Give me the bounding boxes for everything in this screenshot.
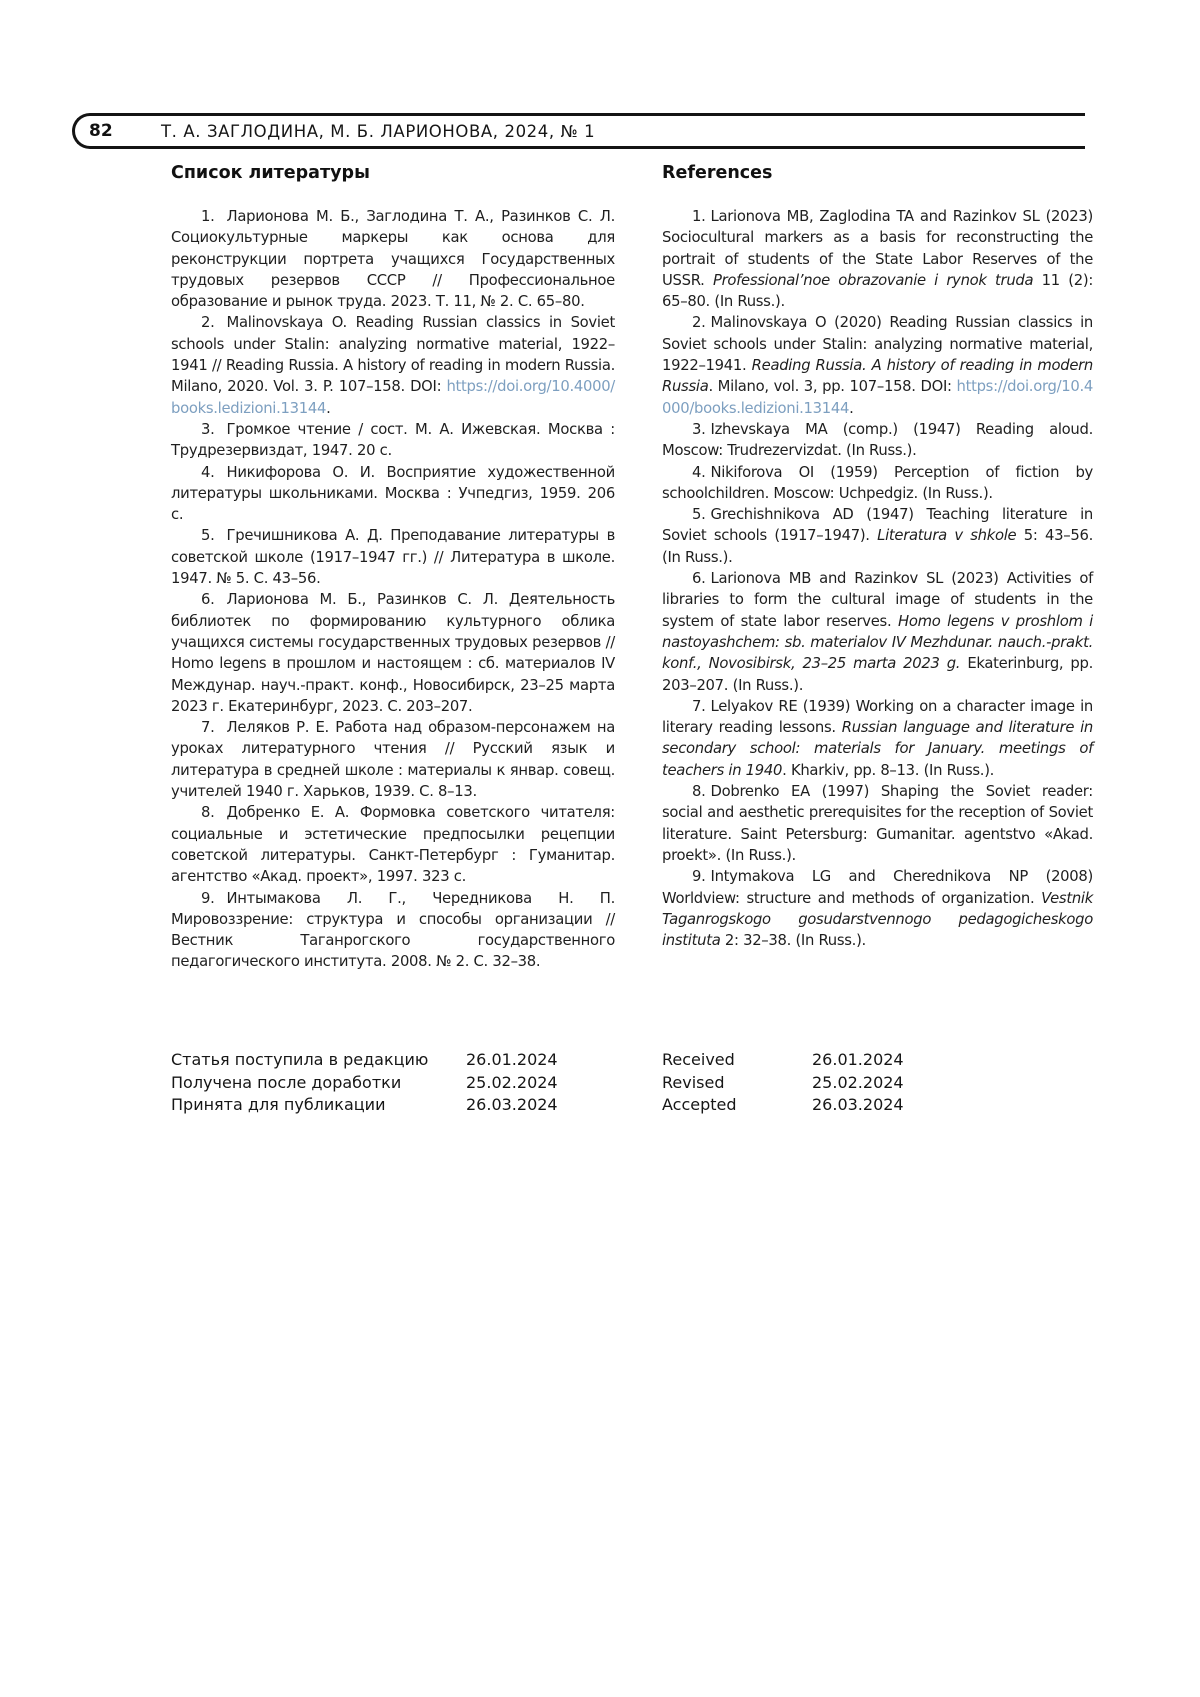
reference-number: 1.	[692, 208, 706, 225]
reference-number: 8.	[692, 783, 706, 801]
english-references-column	[662, 163, 1093, 973]
reference-text: .	[849, 399, 854, 417]
date-row	[662, 1049, 1082, 1072]
running-header	[72, 113, 1085, 149]
reference-number: 5.	[692, 506, 706, 524]
reference-text: Dobrenko EA (1997) Shaping the Soviet reader: social and aesthetic prerequisites for the reception of Soviet literature. Saint Petersburg: Gumanitar. agentstvo «Akad. proekt». (In Russ.).	[662, 783, 1093, 864]
reference-text: Malinovskaya O. Reading Russian classics in Soviet schools under Stalin: analyzing normative material, 1922–1941 // Reading Russia. A history of reading in modern Russia. Milano, 2020. Vol. 3. P. 107–158. DOI:	[171, 314, 615, 396]
reference-item	[662, 504, 1093, 568]
reference-text: 2: 32–38. (In Russ.).	[720, 932, 866, 950]
russian-dates-block	[171, 1049, 641, 1117]
reference-text: Гречишникова А. Д. Преподавание литературы в советской школе (1917–1947 гг.) // Литература в школе. 1947. № 5. С. 43–56.	[171, 527, 615, 588]
reference-text: Ларионова М. Б., Заглодина Т. А., Разинков С. Л. Социокультурные маркеры как основа для реконструкции портрета учащихся Государственных трудовых резервов СССР // Профессиональное образование и рынок труда. 2023. Т. 11, № 2. С. 65–80.	[171, 208, 615, 311]
reference-text: Громкое чтение / сост. М. А. Ижевская. Москва : Трудрезервиздат, 1947. 20 с.	[171, 420, 615, 460]
reference-number: 5.	[201, 527, 215, 545]
reference-text: Интымакова Л. Г., Чередникова Н. П. Мировоззрение: структура и способы организации // Вестник Таганрогского государственного педагогического института. 2008. № 2. С. 32–38.	[171, 889, 615, 971]
reference-text: Reading Russia. A history of reading in modern Russia	[662, 357, 1093, 396]
english-references-heading: References	[662, 163, 773, 183]
reference-item	[171, 462, 615, 526]
reference-number: 6.	[692, 570, 706, 588]
reference-item	[171, 802, 615, 887]
doi-link[interactable]: https://doi.org/10.4000/books.ledizioni.13144	[171, 378, 615, 417]
reference-number: 4.	[692, 463, 706, 481]
reference-text: Ларионова М. Б., Разинков С. Л. Деятельность библиотек по формированию культурного облика учащихся системы государственных трудовых резервов // Homo legens в прошлом и настоящем : сб. материалов IV Междунар. науч.-практ. конф., Новосибирск, 23–25 марта 2023 г. Екатеринбург, 2023. С. 203–207.	[171, 591, 615, 715]
date-label: Received	[662, 1050, 735, 1069]
reference-number: 7.	[692, 697, 706, 715]
reference-number: 1.	[201, 208, 215, 225]
reference-text: Larionova MB and Razinkov SL (2023) Activities of libraries to form the cultural image of students in the system of state labor reserves.	[662, 570, 1093, 630]
page-number: 82	[89, 121, 113, 141]
date-value: 26.01.2024	[812, 1050, 904, 1069]
reference-text: Grechishnikova AD (1947) Teaching literature in Soviet schools (1917–1947).	[662, 506, 1093, 545]
reference-number: 8.	[201, 804, 215, 822]
date-row	[662, 1094, 1082, 1117]
date-row	[171, 1094, 641, 1117]
reference-text: Леляков Р. Е. Работа над образом-персонажем на уроках литературного чтения // Русский язык и литература в средней школе : материалы к январ. совещ. учителей 1940 г. Харьков, 1939. С. 8–13.	[171, 719, 615, 801]
reference-item	[662, 696, 1093, 781]
reference-item	[662, 462, 1093, 505]
reference-item	[662, 312, 1093, 418]
date-label: Статья поступила в редакцию	[171, 1050, 429, 1069]
reference-item	[171, 206, 615, 312]
reference-number: 3.	[201, 420, 215, 438]
reference-number: 4.	[201, 463, 215, 481]
reference-text: Izhevskaya MA (comp.) (1947) Reading aloud. Moscow: Trudrezervizdat. (In Russ.).	[662, 420, 1093, 460]
reference-item	[662, 781, 1093, 866]
reference-text: Literatura v shkole	[877, 527, 1017, 545]
english-reference-list	[662, 206, 1093, 951]
reference-item	[662, 568, 1093, 696]
reference-text: Professional’noe obrazovanie i rynok truda	[712, 271, 1034, 289]
reference-text: Vestnik Taganrogskogo gosudarstvennogo pedagogicheskogo instituta	[662, 889, 1093, 950]
reference-text: Larionova MB, Zaglodina TA and Razinkov SL (2023) Sociocultural markers as a basis for reconstructing the portrait of students of the State Labor Reserves of the USSR.	[662, 208, 1093, 289]
reference-text: Lelyakov RE (1939) Working on a character image in literary reading lessons.	[662, 697, 1093, 737]
date-label: Accepted	[662, 1095, 737, 1114]
russian-references-heading: Список литературы	[171, 163, 370, 183]
reference-item	[171, 589, 615, 717]
references-section	[171, 163, 1093, 973]
reference-text: Russian language and literature in secondary school: materials for January. meetings of teachers in 1940	[662, 719, 1093, 779]
date-value: 26.03.2024	[812, 1095, 904, 1114]
date-value: 26.03.2024	[466, 1095, 558, 1114]
date-value: 26.01.2024	[466, 1050, 558, 1069]
reference-number: 6.	[201, 591, 215, 609]
reference-text: 11 (2): 65–80. (In Russ.).	[662, 271, 1094, 311]
reference-text: Homo legens v proshlom i nastoyashchem: sb. materialov IV Mezhdunar. nauch.-prakt. konf., Novosibirsk, 23–25 marta 2023 g.	[662, 612, 1093, 673]
date-label: Принята для публикации	[171, 1095, 386, 1114]
reference-item	[171, 888, 615, 973]
reference-text: 5: 43–56. (In Russ.).	[662, 527, 1093, 566]
reference-text: .	[326, 399, 331, 417]
reference-item	[171, 525, 615, 589]
running-title: Т. А. ЗАГЛОДИНА, М. Б. ЛАРИОНОВА, 2024, № 1	[161, 121, 596, 141]
reference-text: Nikiforova OI (1959) Perception of fiction by schoolchildren. Moscow: Uchpedgiz. (In Russ.).	[662, 463, 1093, 502]
reference-number: 9.	[201, 889, 215, 907]
date-row	[171, 1049, 641, 1072]
english-dates-block	[662, 1049, 1082, 1117]
reference-number: 2.	[201, 314, 215, 332]
date-value: 25.02.2024	[812, 1072, 904, 1092]
russian-reference-list	[171, 206, 615, 973]
reference-number: 2.	[692, 314, 706, 332]
reference-number: 3.	[692, 420, 706, 438]
reference-number: 9.	[692, 868, 706, 886]
date-label: Получена после доработки	[171, 1072, 402, 1092]
russian-references-column	[171, 163, 615, 973]
reference-text: Malinovskaya O (2020) Reading Russian classics in Soviet schools under Stalin: analyzing normative material, 1922–1941.	[662, 314, 1093, 375]
reference-text: . Milano, vol. 3, pp. 107–158. DOI:	[708, 378, 957, 396]
reference-text: Добренко Е. А. Формовка советского читателя: социальные и эстетические предпосылки рецепции советской литературы. Санкт-Петербург : Гуманитар. агентство «Акад. проект», 1997. 323 с.	[171, 804, 615, 886]
date-label: Revised	[662, 1072, 725, 1092]
reference-text: Никифорова О. И. Восприятие художественной литературы школьниками. Москва : Учпедгиз, 1959. 206 с.	[171, 463, 615, 524]
date-row	[662, 1072, 1082, 1095]
reference-text: Ekaterinburg, pp. 203–207. (In Russ.).	[662, 655, 1093, 694]
reference-item	[171, 312, 615, 418]
reference-item	[662, 206, 1093, 312]
reference-text: . Kharkiv, pp. 8–13. (In Russ.).	[782, 761, 995, 779]
date-value: 25.02.2024	[466, 1072, 558, 1092]
date-row	[171, 1072, 641, 1095]
reference-item	[171, 717, 615, 802]
reference-item	[171, 419, 615, 462]
reference-number: 7.	[201, 719, 215, 737]
reference-text: Intymakova LG and Cherednikova NP (2008) Worldview: structure and methods of organization.	[662, 868, 1093, 907]
doi-link[interactable]: https://doi.org/10.4000/books.ledizioni.13144	[662, 378, 1093, 417]
reference-item	[662, 866, 1093, 951]
reference-item	[662, 419, 1093, 462]
